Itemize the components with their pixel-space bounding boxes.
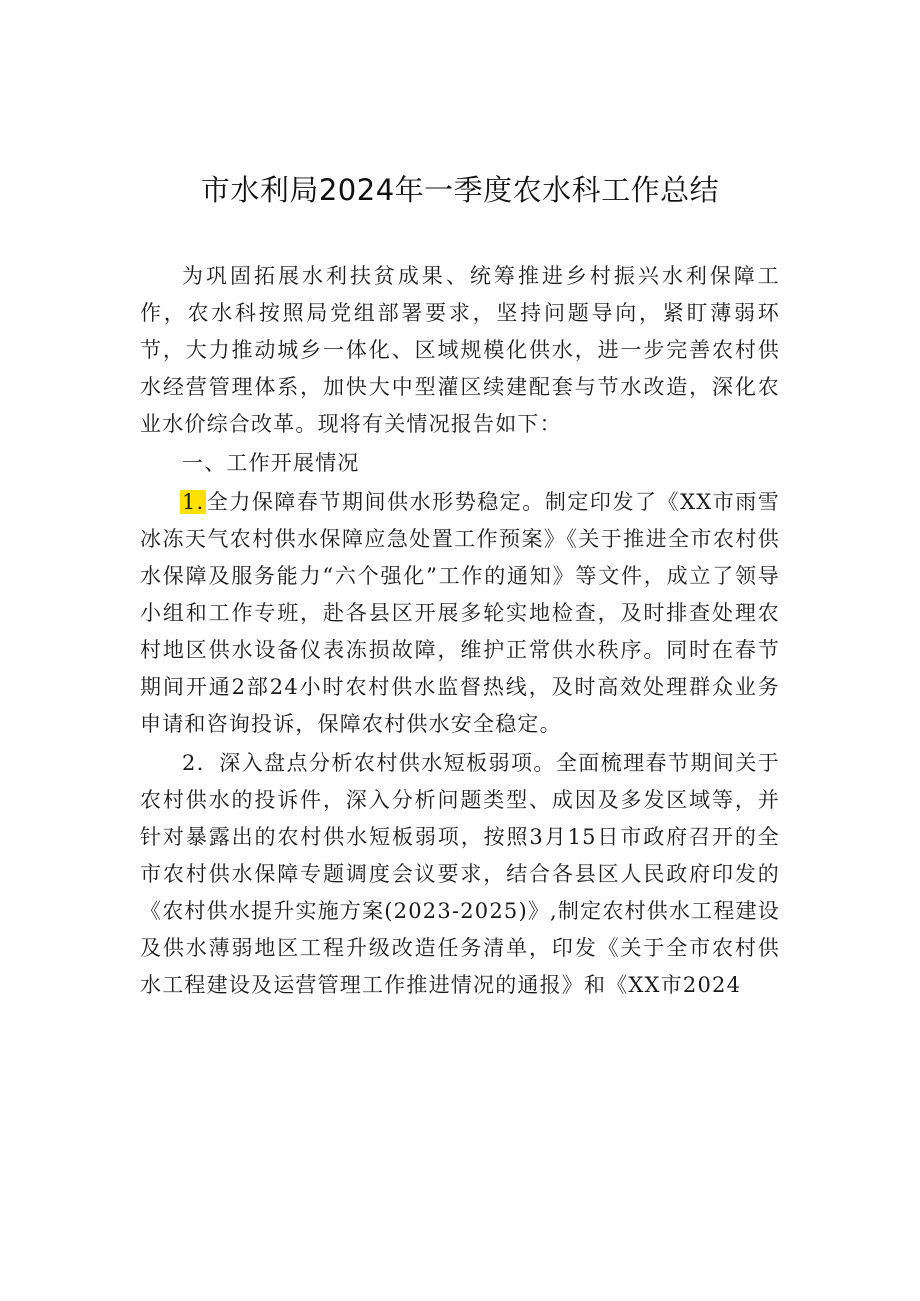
item-1-number-highlight: 1. bbox=[182, 490, 205, 514]
document-body bbox=[140, 258, 780, 1004]
intro-paragraph: 为巩固拓展水利扶贫成果、统筹推进乡村振兴水利保障工作，农水科按照局党组部署要求，坚持问题导向，紧盯薄弱环节，大力推动城乡一体化、区域规模化供水，进一步完善农村供水经营管理体系，加快大中型灌区续建配套与节水改造，深化农业水价综合改革。现将有关情况报告如下： bbox=[140, 264, 780, 436]
item-1-paragraph bbox=[140, 484, 780, 743]
document-title: 市水利局2024年一季度农水科工作总结 bbox=[200, 173, 720, 207]
item-2-paragraph: 2．深入盘点分析农村供水短板弱项。全面梳理春节期间关于农村供水的投诉件，深入分析问题类型、成因及多发区域等，并针对暴露出的农村供水短板弱项，按照3月15日市政府召开的全市农村供水保障专题调度会议要求，结合各县区人民政府印发的《农村供水提升实施方案(2023-2025)》,制定农村供水工程建设及供水薄弱地区工程升级改造任务清单，印发《关于全市农村供水工程建设及运营管理工作推进情况的通报》和《XX市2024 bbox=[140, 751, 780, 997]
section-heading: 一、工作开展情况 bbox=[182, 451, 360, 475]
item-1-text: 全力保障春节期间供水形势稳定。制定印发了《XX市雨雪冰冻天气农村供水保障应急处置工作预案》《关于推进全市农村供水保障及服务能力“六个强化”工作的通知》等文件，成立了领导小组和工作专班，赴各县区开展多轮实地检查，及时排查处理农村地区供水设备仪表冻损故障，维护正常供水秩序。同时在春节期间开通2部24小时农村供水监督热线，及时高效处理群众业务申请和咨询投诉，保障农村供水安全稳定。 bbox=[140, 490, 780, 736]
